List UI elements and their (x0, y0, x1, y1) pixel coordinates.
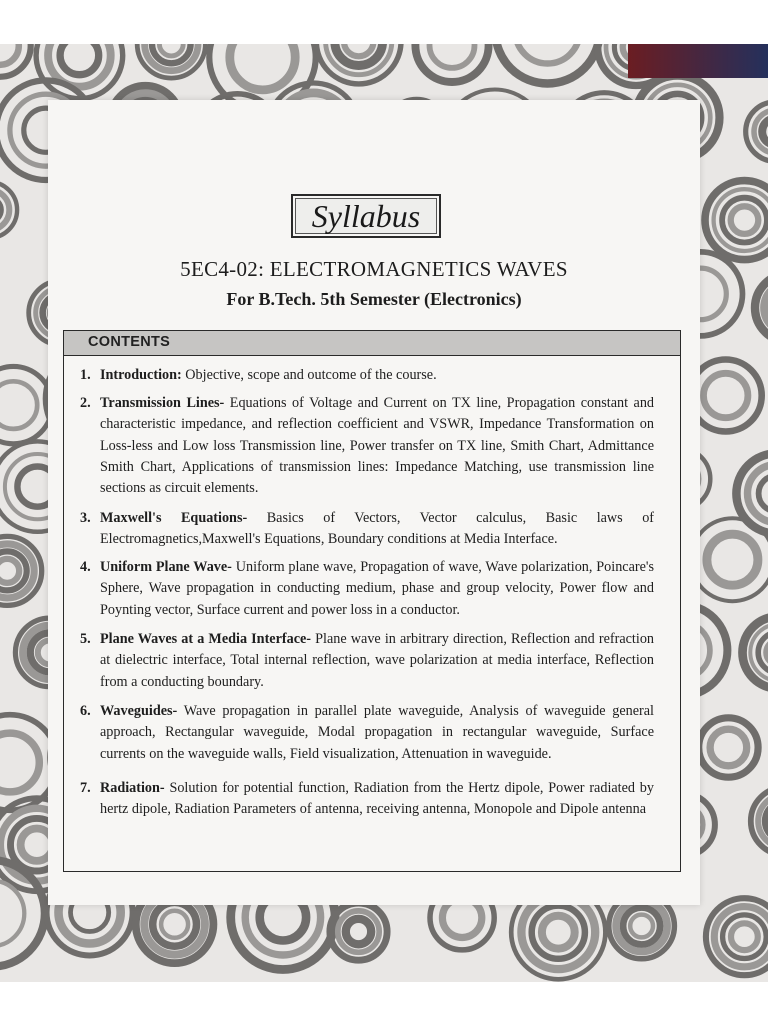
pattern-ring (430, 44, 475, 68)
contents-item (64, 629, 654, 693)
item-title: Transmission Lines- (100, 395, 225, 411)
item-title: Waveguides- (100, 703, 178, 719)
item-description: Wave propagation in parallel plate waveguide, Analysis of waveguide general approach, Rectangular waveguide, Modal propagation in rectangular waveguide, Surface currents on the waveguide walls, Field visualization, Attenuation in waveguide. (100, 703, 654, 762)
pattern-ring (704, 373, 748, 417)
pattern-ring (161, 911, 188, 938)
item-description: Solution for potential function, Radiation from the Hertz dipole, Power radiated by hertz dipole, Radiation Parameters of antenna, receiving antenna, Monopole and Dipole antenna (100, 780, 654, 818)
pattern-ring (710, 729, 747, 766)
item-number: 5. (80, 631, 91, 647)
syllabus-title: Syllabus (291, 194, 441, 238)
item-number: 3. (80, 510, 91, 526)
pattern-ring (0, 44, 19, 65)
item-title: Maxwell's Equations- (100, 510, 248, 526)
pattern-ring (542, 916, 575, 949)
item-number: 1. (80, 367, 91, 383)
item-description: Basics of Vectors, Vector calculus, Basic laws of Electromagnetics,Maxwell's Equations, Boundary conditions at Media Interface. (100, 510, 655, 548)
item-description: Objective, scope and outcome of the course. (185, 367, 437, 383)
item-description: Plane wave in arbitrary direction, Reflection and refraction at dielectric interface, Total internal reflection, wave polarization at media interface, Reflection from a conducting boundary. (100, 631, 655, 690)
pattern-ring (159, 44, 183, 56)
pattern-ring (515, 44, 579, 64)
contents-item (64, 508, 654, 551)
contents-item (64, 393, 654, 499)
contents-box (63, 330, 681, 872)
contents-item (64, 557, 654, 621)
book-page (0, 44, 768, 982)
contents-item (64, 778, 654, 821)
item-number: 7. (80, 780, 91, 796)
contents-item (64, 701, 654, 765)
pattern-ring (415, 44, 488, 82)
pattern-ring (707, 534, 758, 585)
item-title: Uniform Plane Wave- (100, 559, 232, 575)
contents-item (64, 365, 654, 386)
item-title: Introduction: (100, 367, 182, 383)
pattern-ring (344, 44, 373, 56)
pattern-ring (0, 559, 19, 583)
pattern-ring (0, 381, 37, 429)
item-number: 2. (80, 395, 91, 411)
pattern-ring (60, 44, 99, 75)
course-title: 5EC4-02: ELECTROMAGNETICS WAVES (180, 257, 568, 281)
item-number: 6. (80, 703, 91, 719)
syllabus-sheet (48, 100, 700, 905)
pattern-ring (230, 44, 295, 90)
item-description: Uniform plane wave, Propagation of wave, Wave polarization, Poincare's Sphere, Wave propagation in conducting medium, phase and group velocity, Power flow and Poynting vector, Surface current and power loss in a conductor. (100, 559, 654, 618)
pattern-ring (765, 283, 768, 332)
item-title: Radiation- (100, 780, 165, 796)
pattern-ring (0, 197, 2, 222)
pattern-ring (762, 118, 768, 144)
item-title: Plane Waves at a Media Interface- (100, 631, 312, 647)
contents-header (64, 331, 680, 356)
item-description: Equations of Voltage and Current on TX line, Propagation constant and characteristic impedance, and reflection coefficient and VSWR, Impedance Transformation on Loss-less and Low loss Transmission line, Power transfer on TX line, Smith Chart, Admittance Smith Chart, Applications of transmission lines: Impedance Matching, use transmission line sections as circuit elements. (100, 395, 655, 497)
pattern-ring (346, 919, 371, 944)
pattern-ring (731, 923, 758, 950)
pattern-ring (731, 206, 759, 234)
item-number: 4. (80, 559, 91, 575)
pattern-ring (0, 733, 39, 792)
pattern-ring (759, 476, 768, 512)
contents-label: CONTENTS (88, 334, 171, 350)
book-cover-corner (628, 44, 768, 78)
pattern-ring (630, 915, 653, 938)
course-subtitle: For B.Tech. 5th Semester (Electronics) (226, 289, 522, 309)
